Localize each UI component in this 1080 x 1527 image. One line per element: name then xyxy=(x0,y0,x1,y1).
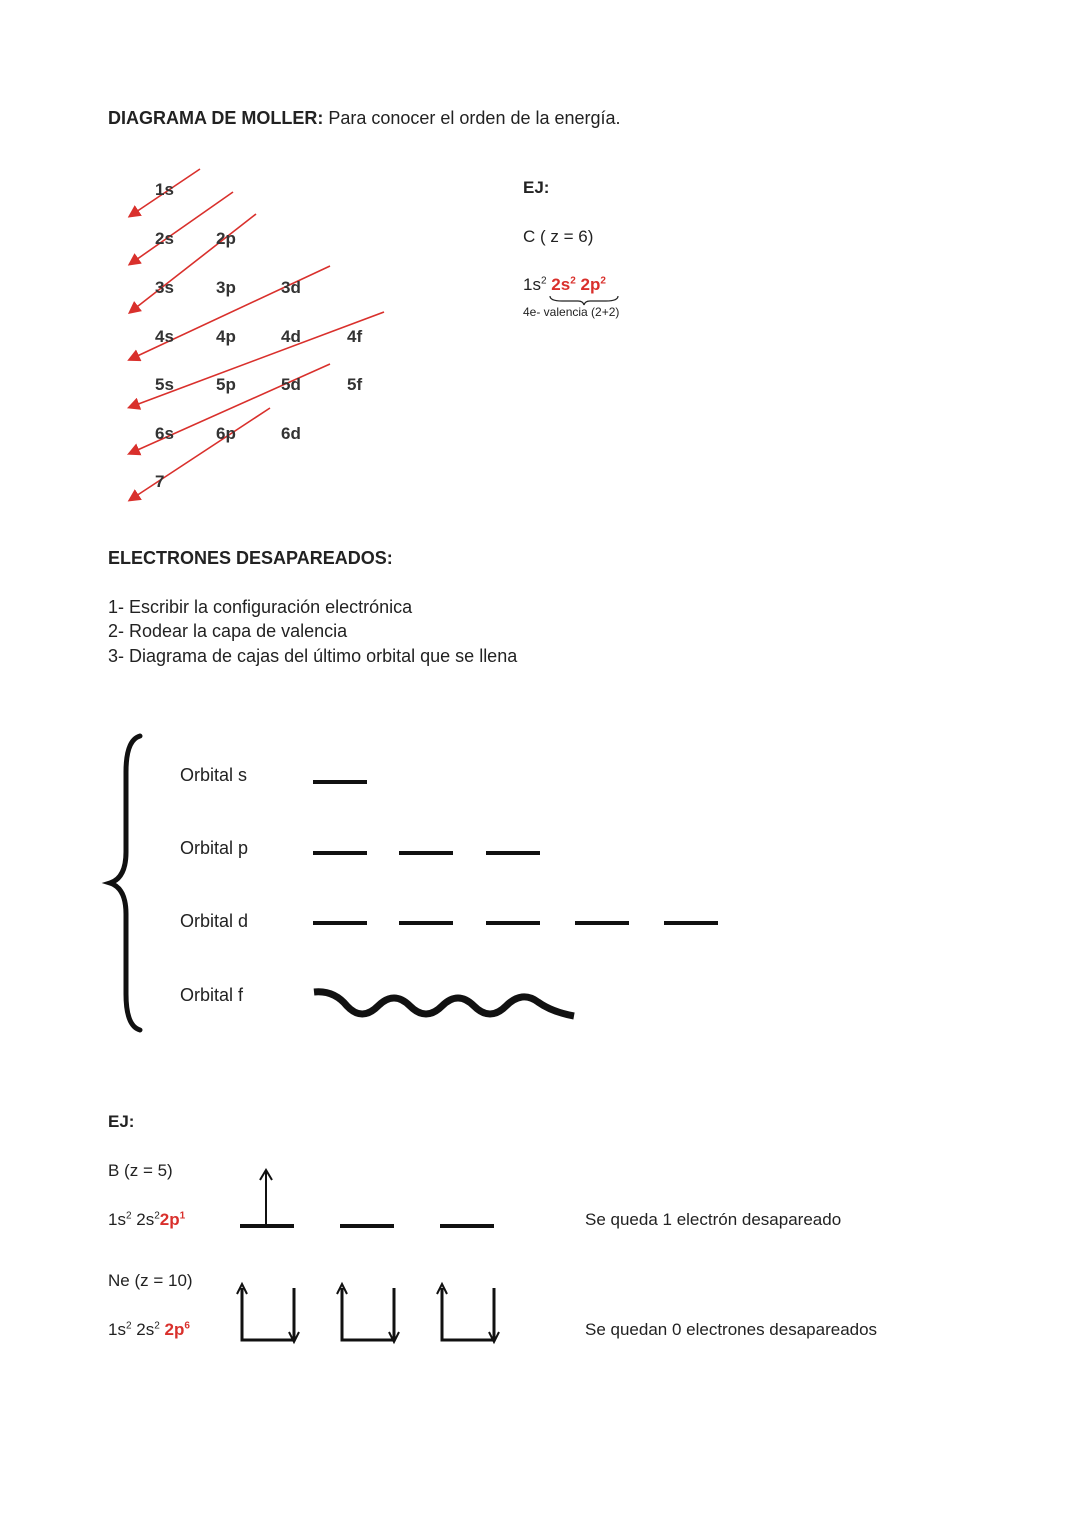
level-4p: 4p xyxy=(216,327,236,346)
conf-2p: 2p xyxy=(580,275,601,294)
neon-box-2 xyxy=(337,1284,399,1342)
boron-configuration xyxy=(108,1210,185,1230)
neon-conf-b: 2s xyxy=(136,1320,155,1339)
boron-result: Se queda 1 electrón desapareado xyxy=(585,1210,842,1229)
level-6p: 6p xyxy=(216,424,236,443)
step-2: 2- Rodear la capa de valencia xyxy=(108,621,348,641)
level-5p: 5p xyxy=(216,375,236,394)
boron-conf-a-exp: 2 xyxy=(125,1210,132,1222)
level-7: 7 xyxy=(155,472,165,491)
conf-2s-exp: 2 xyxy=(570,275,576,287)
neon-box-diagram xyxy=(236,1280,506,1346)
level-6s: 6s xyxy=(155,424,174,443)
level-3p: 3p xyxy=(216,278,236,297)
orbital-s-label: Orbital s xyxy=(180,765,248,785)
example1-configuration xyxy=(523,275,606,295)
level-5s: 5s xyxy=(155,375,174,394)
neon-element: Ne (z = 10) xyxy=(108,1271,193,1290)
neon-conf-a: 1s xyxy=(108,1320,126,1339)
moller-arrow-3 xyxy=(133,214,256,310)
level-4f: 4f xyxy=(347,327,363,346)
level-6d: 6d xyxy=(281,424,301,443)
orbital-d-box-2 xyxy=(399,921,453,925)
orbital-f-wave xyxy=(312,982,576,1022)
orbital-d-box-4 xyxy=(575,921,629,925)
step-3: 3- Diagrama de cajas del último orbital que se llena xyxy=(108,646,518,666)
boron-box-diagram xyxy=(236,1166,506,1230)
neon-result: Se quedan 0 electrones desapareados xyxy=(585,1320,878,1339)
conf-1s: 1s xyxy=(523,275,541,294)
level-4d: 4d xyxy=(281,327,301,346)
level-2s: 2s xyxy=(155,229,174,248)
moller-arrow-2 xyxy=(133,192,233,262)
level-2p: 2p xyxy=(216,229,236,248)
conf-1s-exp: 2 xyxy=(540,275,547,287)
level-5f: 5f xyxy=(347,375,363,394)
level-1s: 1s xyxy=(155,180,174,199)
example1-element: C ( z = 6) xyxy=(523,227,594,246)
orbital-f-label: Orbital f xyxy=(180,985,244,1005)
valence-note: 4e- valencia (2+2) xyxy=(523,305,620,319)
neon-conf-a-exp: 2 xyxy=(125,1320,132,1332)
section-title-unpaired: ELECTRONES DESAPAREADOS: xyxy=(108,548,393,568)
level-3s: 3s xyxy=(155,278,174,297)
neon-conf-c: 2p xyxy=(164,1320,185,1339)
level-3d: 3d xyxy=(281,278,301,297)
boron-conf-b-exp: 2 xyxy=(154,1210,160,1222)
boron-conf-b: 2s xyxy=(136,1210,155,1229)
orbital-d-box-1 xyxy=(313,921,367,925)
neon-box-3 xyxy=(437,1284,499,1342)
orbital-s-box-1 xyxy=(313,780,367,784)
neon-box-1 xyxy=(237,1284,299,1342)
level-5d: 5d xyxy=(281,375,301,394)
level-4s: 4s xyxy=(155,327,174,346)
boron-conf-c-exp: 1 xyxy=(179,1210,186,1222)
orbitals-brace xyxy=(100,732,150,1034)
orbital-d-box-5 xyxy=(664,921,718,925)
step-1: 1- Escribir la configuración electrónica xyxy=(108,597,413,617)
orbital-d-box-3 xyxy=(486,921,540,925)
boron-element: B (z = 5) xyxy=(108,1161,173,1180)
orbital-p-box-3 xyxy=(486,851,540,855)
orbital-p-box-2 xyxy=(399,851,453,855)
example2-label: EJ: xyxy=(108,1112,135,1131)
conf-2p-exp: 2 xyxy=(600,275,606,287)
page-title-rest: Para conocer el orden de la energía. xyxy=(328,108,621,128)
boron-conf-c: 2p xyxy=(159,1210,180,1229)
neon-configuration xyxy=(108,1320,190,1340)
orbital-d-label: Orbital d xyxy=(180,911,249,931)
orbital-p-box-1 xyxy=(313,851,367,855)
conf-2s: 2s xyxy=(551,275,571,294)
boron-conf-a: 1s xyxy=(108,1210,126,1229)
neon-conf-c-exp: 6 xyxy=(184,1320,190,1332)
orbital-p-label: Orbital p xyxy=(180,838,249,858)
example1-label: EJ: xyxy=(523,178,550,197)
page-title-bold: DIAGRAMA DE MOLLER: xyxy=(108,108,324,128)
neon-conf-b-exp: 2 xyxy=(154,1320,160,1332)
